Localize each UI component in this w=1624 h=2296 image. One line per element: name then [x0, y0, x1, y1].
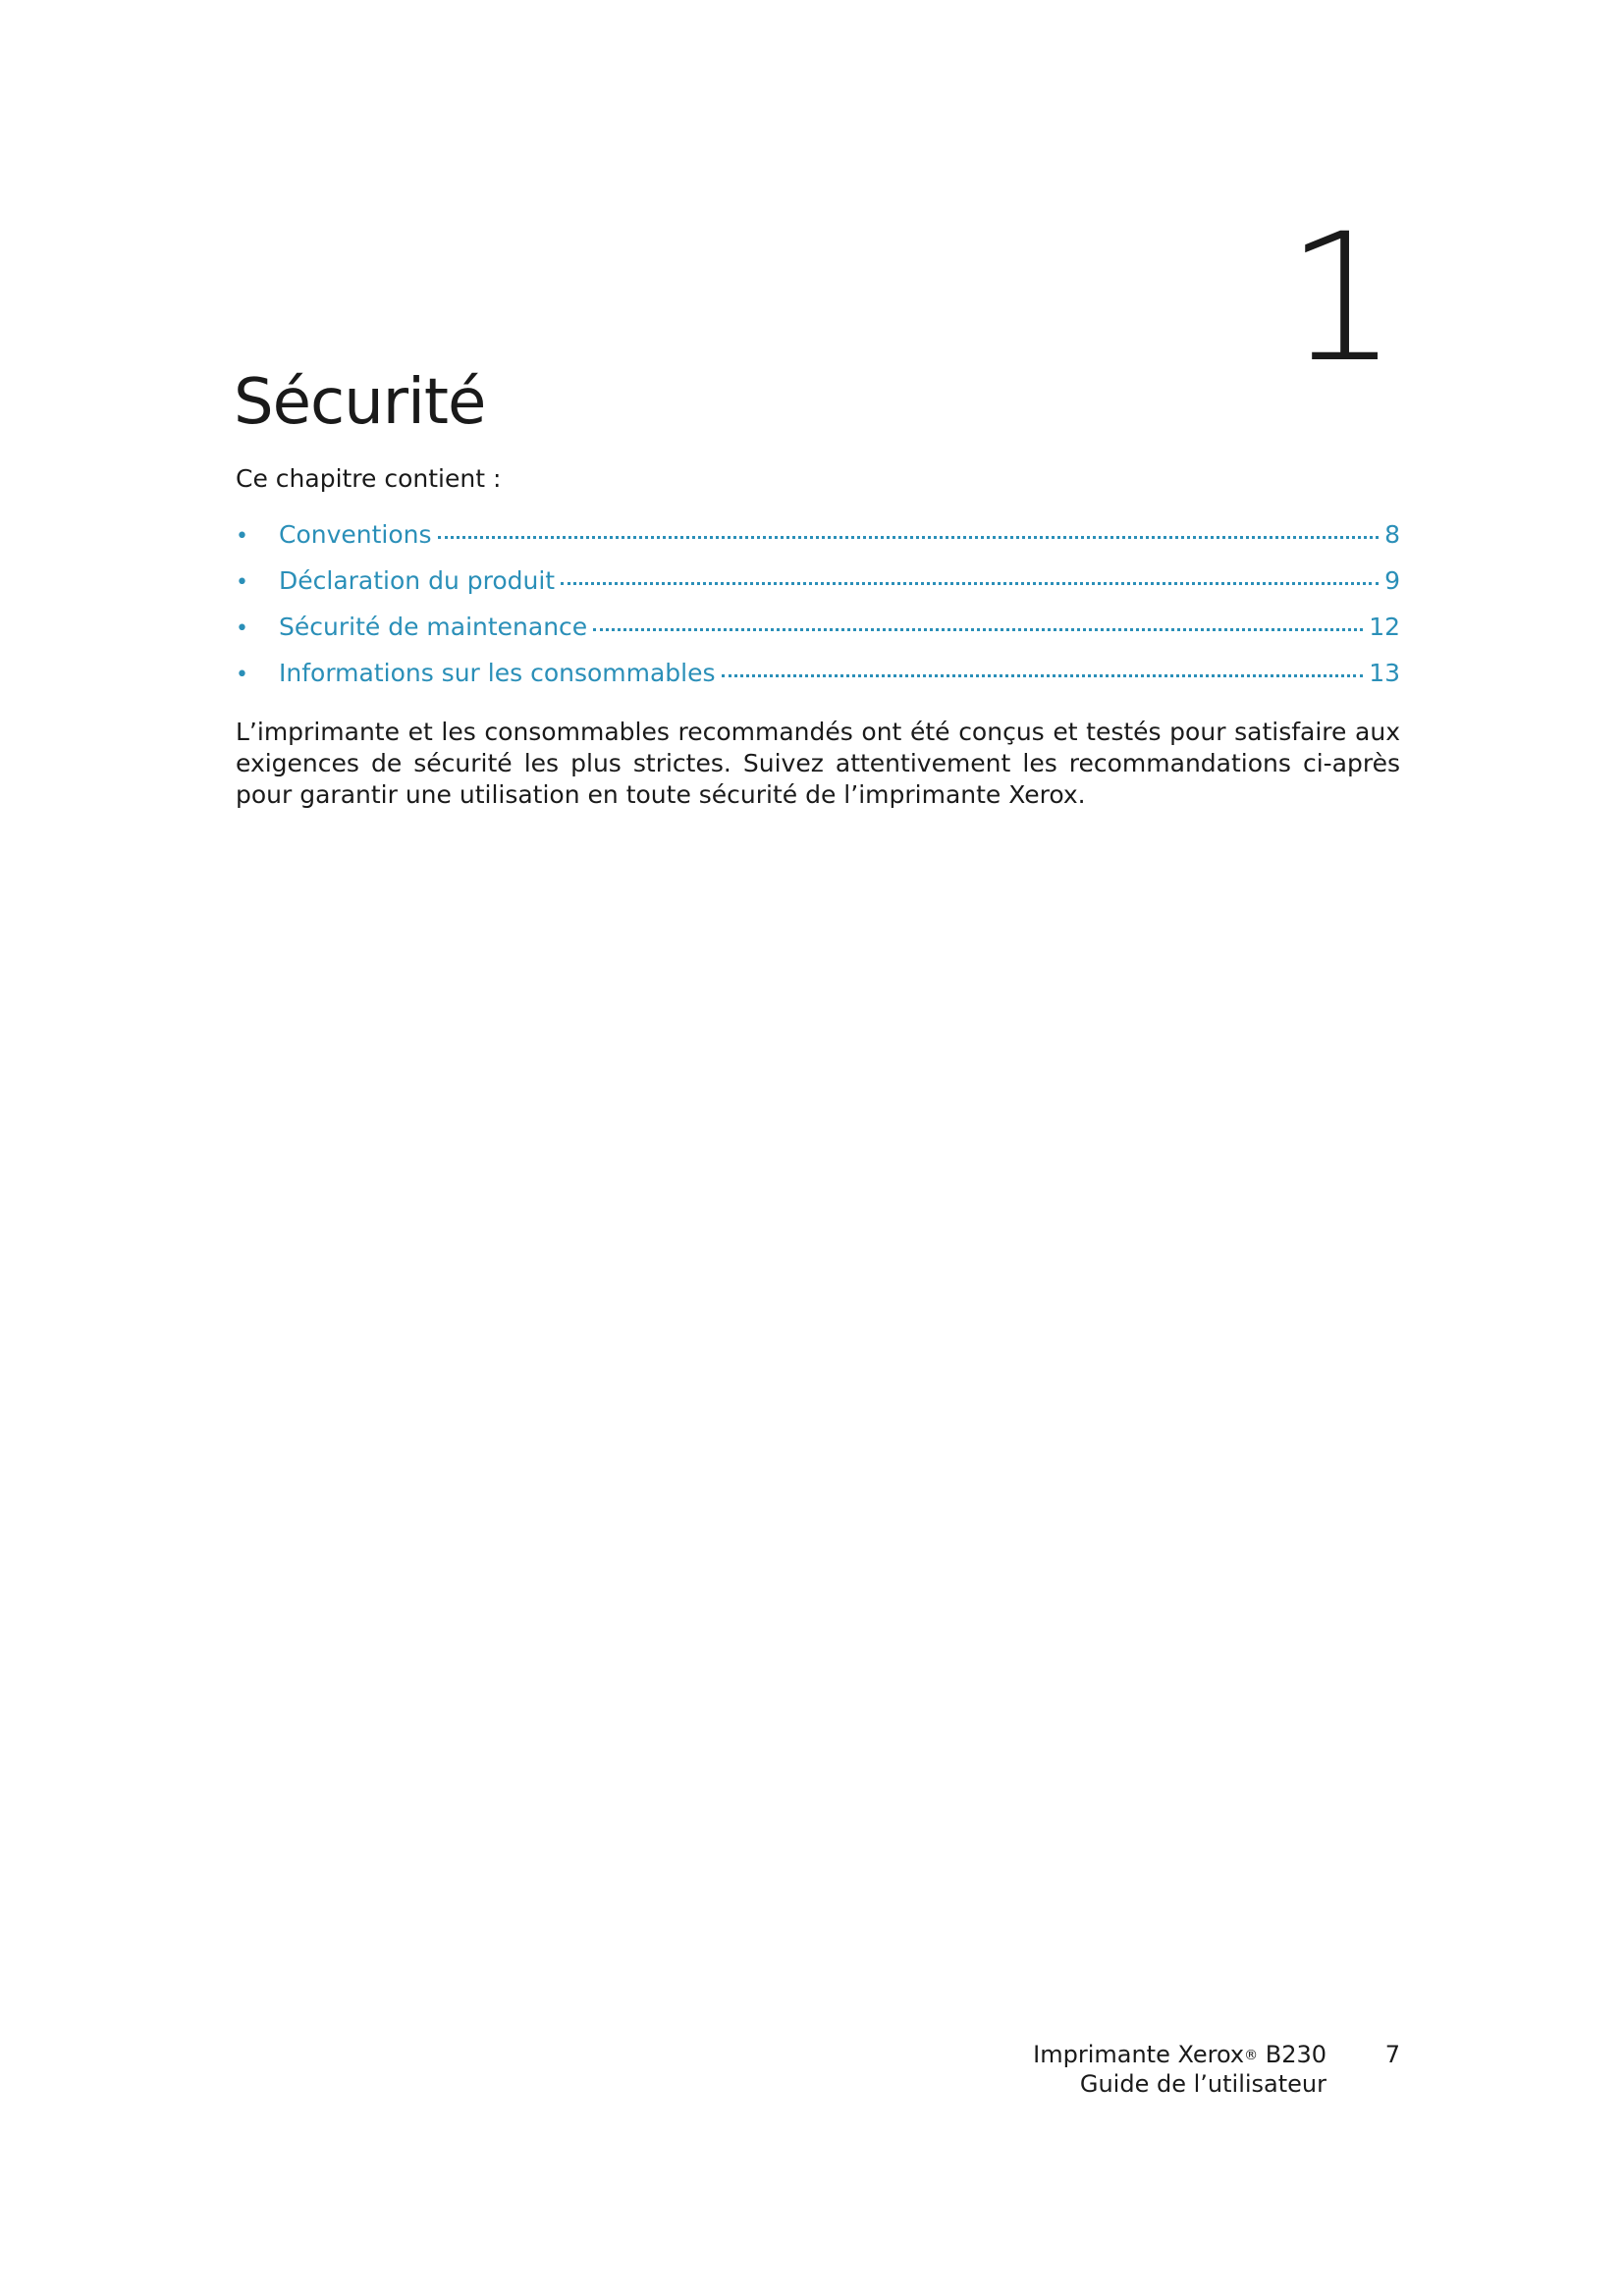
chapter-title: Sécurité — [234, 366, 486, 439]
toc-page[interactable]: 8 — [1384, 520, 1400, 549]
toc-page[interactable]: 9 — [1384, 566, 1400, 595]
toc-leader — [722, 674, 1364, 677]
bullet-icon: • — [236, 570, 248, 595]
footer-product-name — [1033, 2040, 1326, 2070]
toc-label[interactable]: Déclaration du produit — [279, 566, 556, 595]
toc-leader — [438, 536, 1380, 539]
footer-product-model: B230 — [1258, 2041, 1326, 2068]
toc-label[interactable]: Sécurité de maintenance — [279, 613, 588, 641]
toc-item-consumables[interactable] — [236, 659, 1400, 705]
toc-leader — [593, 628, 1363, 631]
toc-leader — [561, 582, 1379, 585]
footer-page-number: 7 — [1384, 2041, 1400, 2068]
chapter-toc — [236, 520, 1400, 705]
bullet-icon: • — [236, 524, 248, 549]
body-paragraph: L’imprimante et les consommables recommandés ont été conçus et testés pour satisfaire aux exigences de sécurité les plus strictes. Suivez attentivement les recommandations ci-après pour garantir une utilisation en toute sécurité de l’imprimante Xerox. — [236, 718, 1400, 809]
chapter-number: 1 — [1285, 196, 1394, 401]
toc-label[interactable]: Conventions — [279, 520, 432, 549]
bullet-icon: • — [236, 663, 248, 687]
footer-guide-name: Guide de l’utilisateur — [1079, 2070, 1326, 2098]
footer-product-prefix: Imprimante Xerox — [1033, 2041, 1245, 2068]
toc-label[interactable]: Informations sur les consommables — [279, 659, 716, 687]
toc-item-conventions[interactable] — [236, 520, 1400, 566]
registered-mark: ® — [1244, 2048, 1259, 2063]
toc-item-maintenance[interactable] — [236, 613, 1400, 659]
toc-page[interactable]: 13 — [1369, 659, 1400, 687]
bullet-icon: • — [236, 616, 248, 641]
toc-item-declaration[interactable] — [236, 566, 1400, 613]
chapter-intro: Ce chapitre contient : — [236, 464, 502, 493]
toc-page[interactable]: 12 — [1369, 613, 1400, 641]
